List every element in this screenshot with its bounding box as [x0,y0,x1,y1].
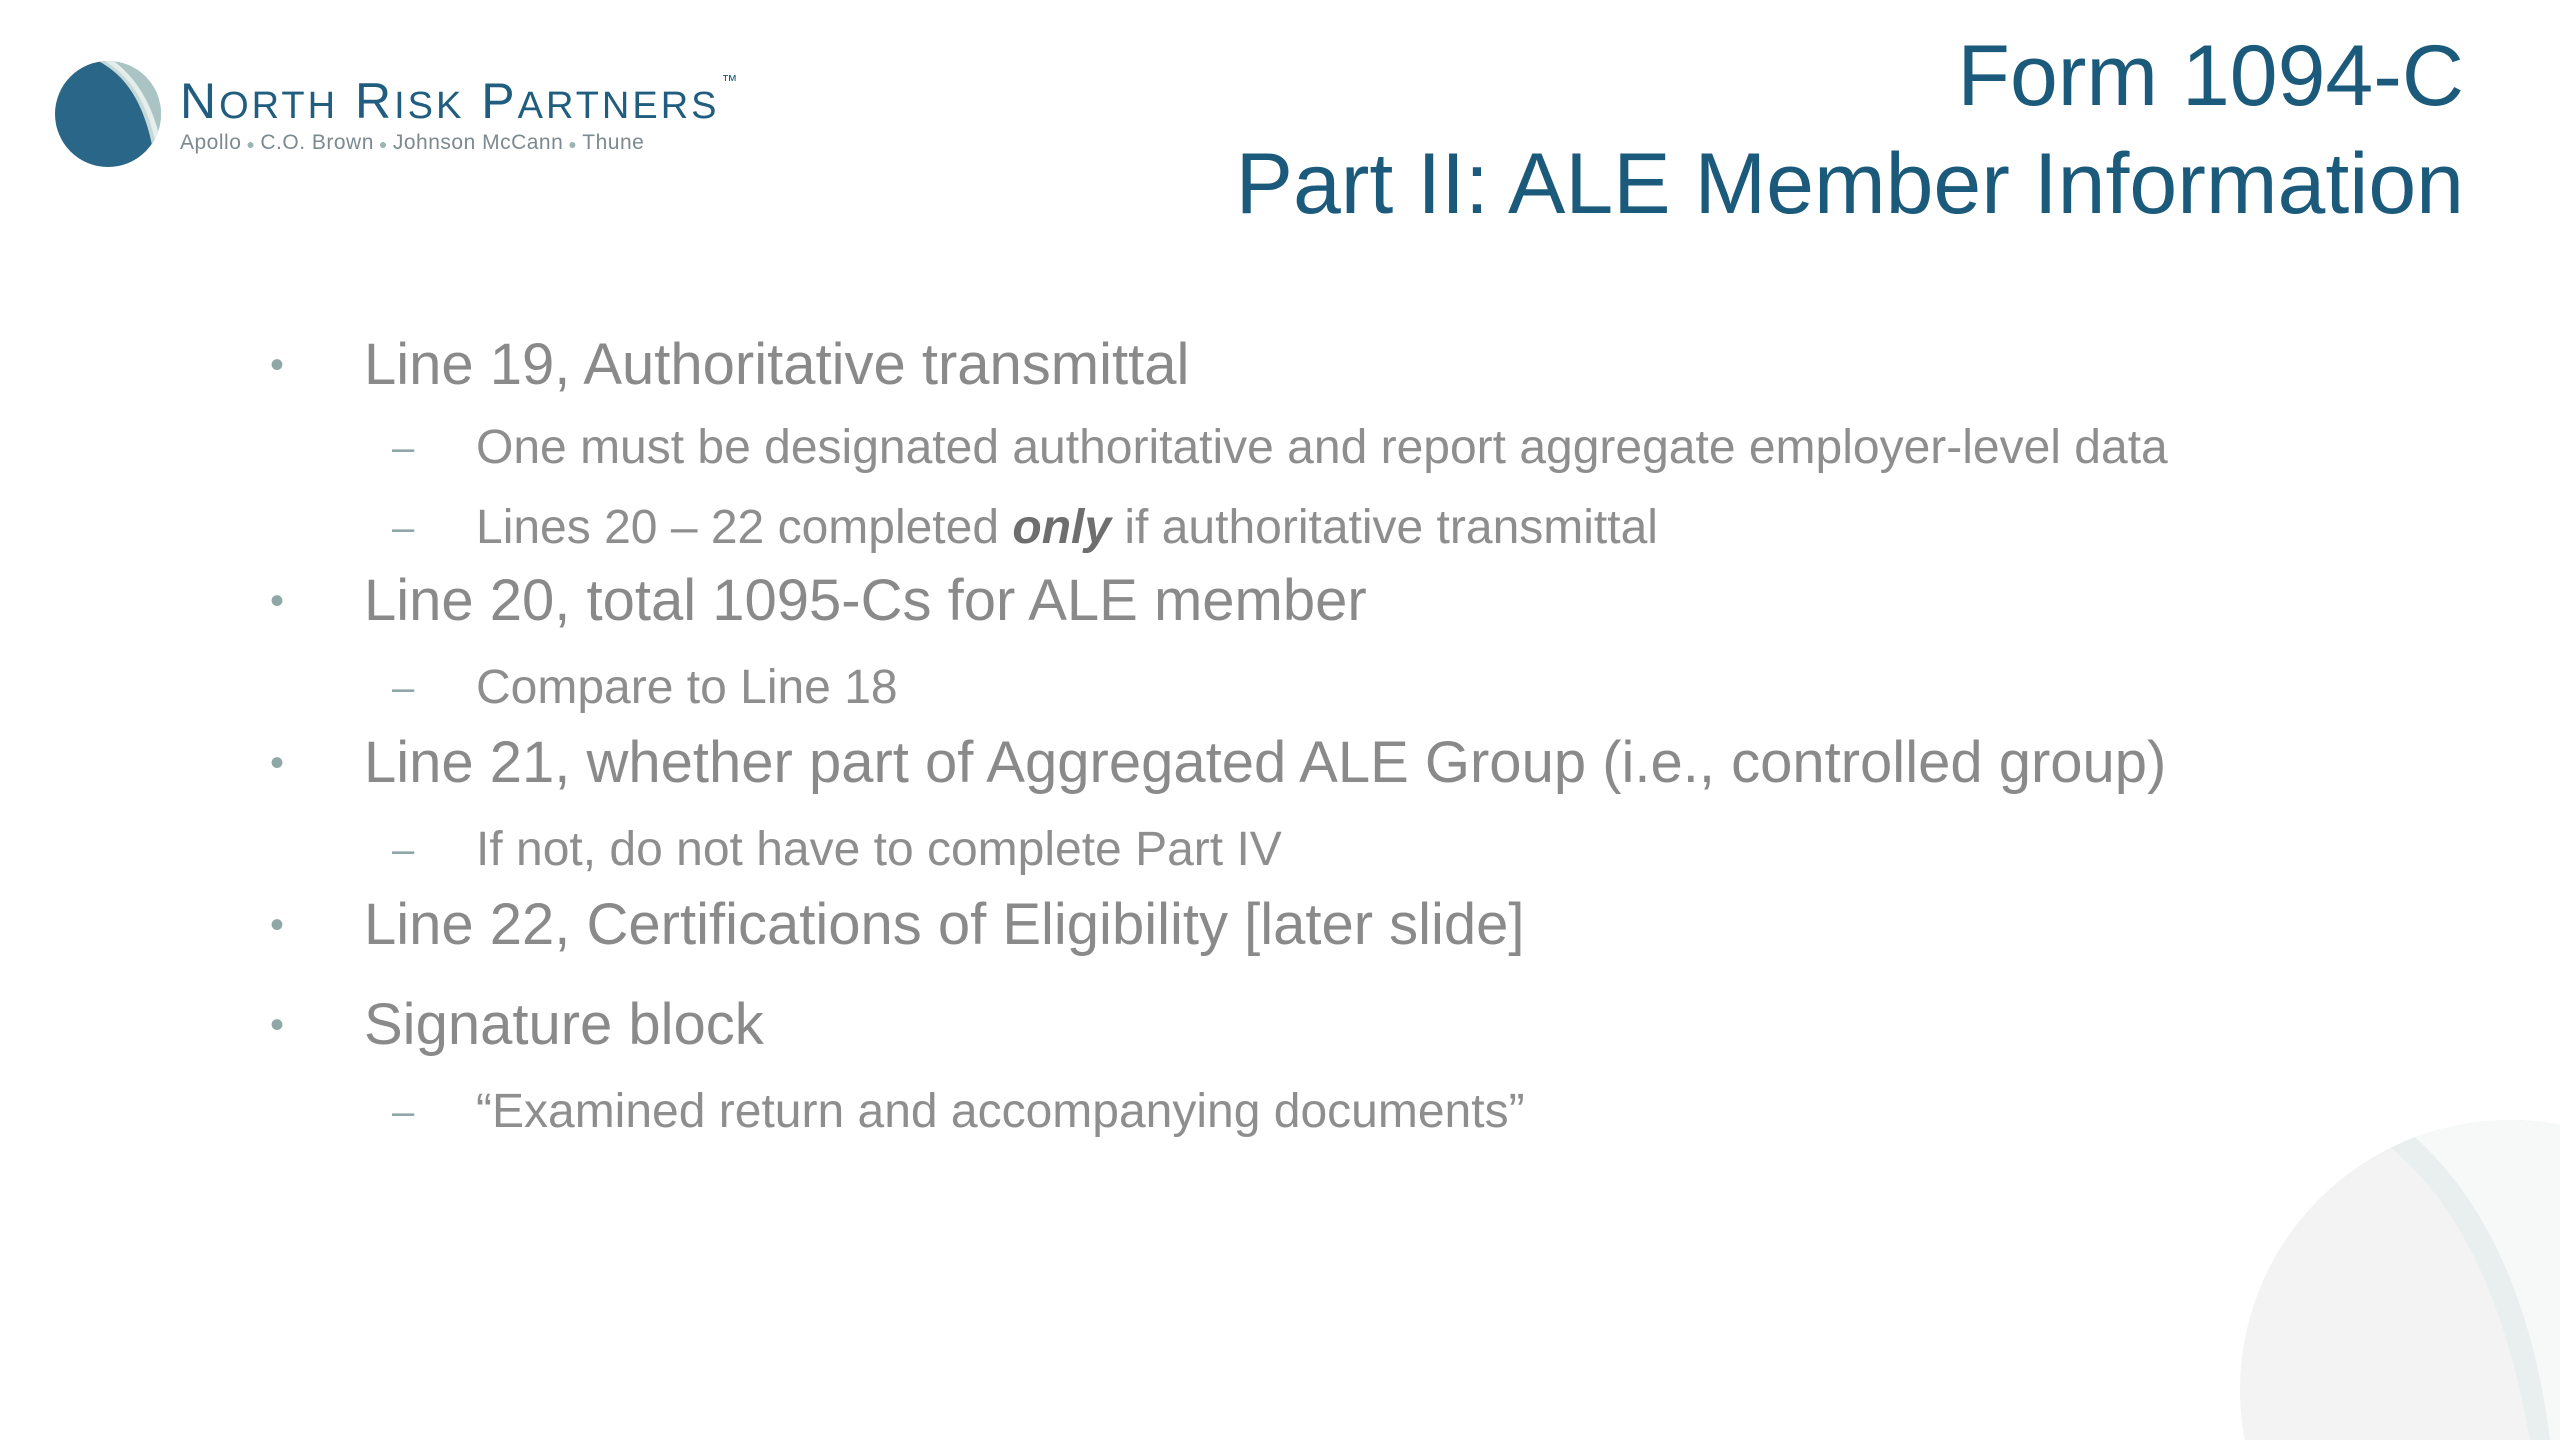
bullet-list [260,330,2360,1142]
bullet-text: Line 21, whether part of Aggregated ALE Group (i.e., controlled group) [364,730,2167,795]
bullet-text: Line 19, Authoritative transmittal [364,332,1190,397]
bullet-icon: • [270,903,285,947]
separator-dot-icon: ● [246,136,256,152]
dash-icon: – [392,506,415,550]
bullet-text: Line 22, Certifications of Eligibility [later slide] [364,892,1525,957]
sub-bullet-text: If not, do not have to complete Part IV [476,823,1282,876]
sub-bullet-text: Lines 20 – 22 completed [476,501,1013,554]
watermark-globe-icon [2230,1110,2560,1440]
dash-icon: – [392,666,415,710]
logo-name-initial: R [354,73,395,129]
dash-icon: – [392,828,415,872]
separator-dot-icon: ● [568,136,578,152]
logo-globe-icon [52,58,164,170]
dash-icon: – [392,426,415,470]
bullet-item [260,566,2360,636]
logo-subsidiaries [180,132,644,153]
logo-name-initial: P [481,73,518,129]
sub-bullet-text: One must be designated authoritative and report aggregate employer-level data [476,421,2168,474]
subsidiary-name: C.O. Brown [260,131,374,154]
emphasis-text: only [1012,501,1112,554]
slide-title-line-2: Part II: ALE Member Information [1235,136,2464,232]
sub-bullet-item [260,1082,2360,1142]
sub-bullet-item [260,498,2360,558]
bullet-icon: • [270,343,285,387]
sub-bullet-item [260,820,2360,880]
company-logo [52,58,772,176]
bullet-item [260,330,2360,400]
slide-title [1236,22,2464,238]
logo-name-initial: N [180,73,220,129]
bullet-icon: • [270,1003,285,1047]
slide-title-line-1: Form 1094-C [1957,28,2464,124]
bullet-icon: • [270,741,285,785]
sub-bullet-item [260,658,2360,718]
bullet-text: Line 20, total 1095-Cs for ALE member [364,568,1367,633]
bullet-icon: • [270,579,285,623]
separator-dot-icon: ● [378,136,388,152]
logo-name-rest: ORTH [219,85,339,127]
logo-name-rest: ARTNERS [517,85,720,127]
subsidiary-name: Johnson McCann [392,131,564,154]
dash-icon: – [392,1090,415,1134]
trademark-symbol: ™ [721,73,738,90]
bullet-item [260,890,2360,960]
subsidiary-name: Thune [582,131,645,154]
sub-bullet-text: if authoritative transmittal [1111,501,1658,554]
logo-company-name [180,73,738,129]
sub-bullet-text: “Examined return and accompanying documents” [476,1085,1525,1138]
bullet-text: Signature block [364,992,764,1057]
sub-bullet-text: Compare to Line 18 [476,661,898,714]
bullet-item [260,728,2360,798]
subsidiary-name: Apollo [180,131,242,154]
bullet-item [260,990,2360,1060]
logo-name-rest: ISK [394,85,465,127]
sub-bullet-item [260,418,2360,478]
